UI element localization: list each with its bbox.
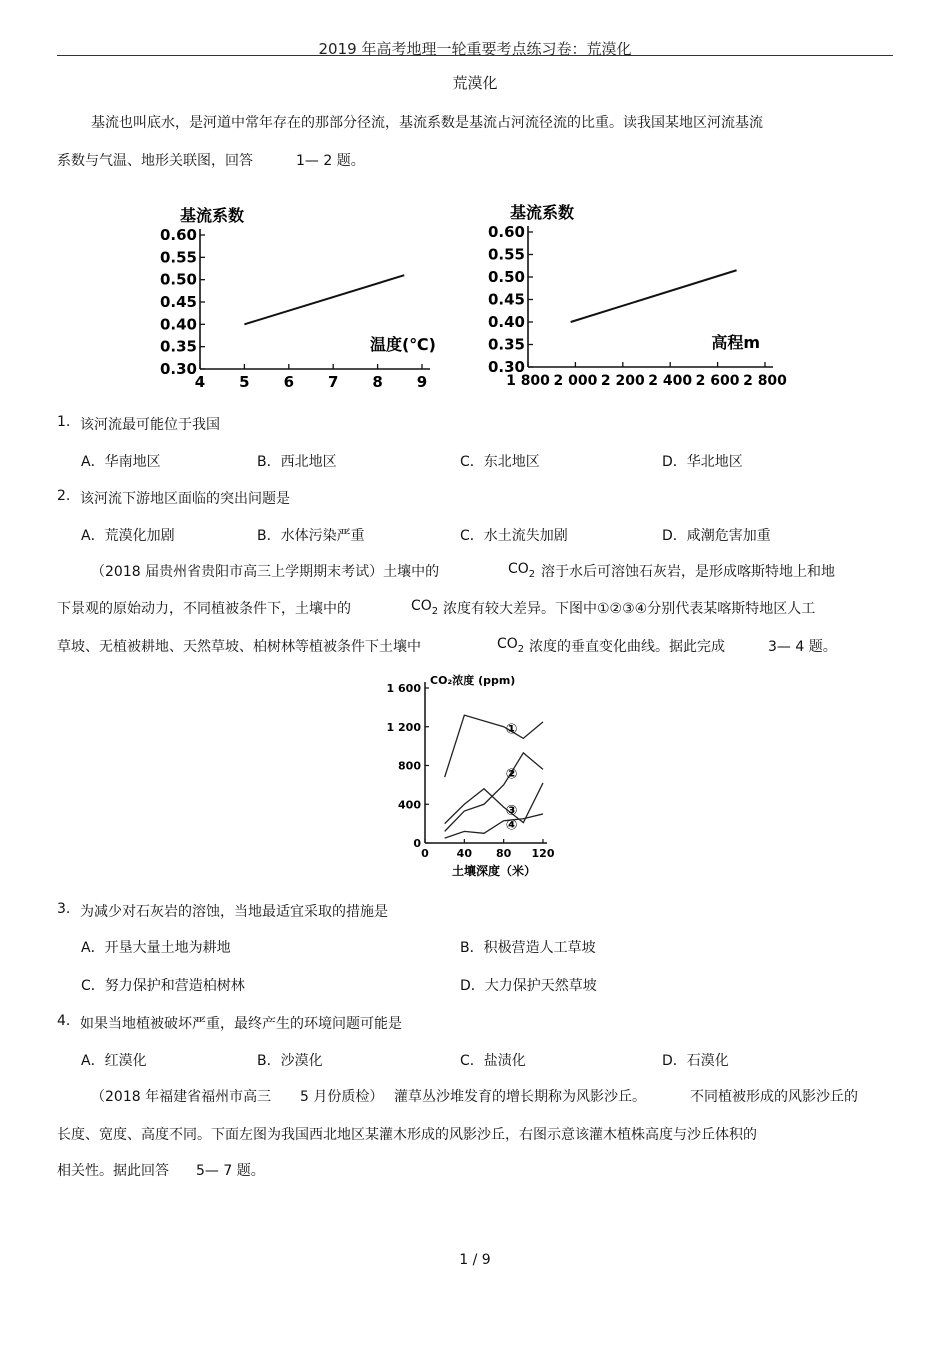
q3-option-c[interactable]: [81, 975, 245, 995]
passage3-line1d: 不同植被形成的风影沙丘的: [690, 1089, 858, 1105]
q4-option-a[interactable]: [81, 1050, 147, 1070]
option-text: 东北地区: [483, 454, 540, 470]
option-letter: C．: [460, 454, 484, 470]
option-text: 水体污染严重: [280, 528, 365, 544]
option-letter: A．: [81, 940, 105, 956]
x-tick-label: 7: [327, 373, 339, 391]
passage2-line3b: 浓度的垂直变化曲线。据此完成: [529, 639, 725, 655]
y-axis-label: 基流系数: [180, 206, 245, 225]
x-tick-label: 9: [416, 373, 428, 391]
x-axis-label: 土壤深度（米）: [451, 864, 537, 878]
q4-option-c[interactable]: [460, 1050, 526, 1070]
chart-temperature: [160, 206, 436, 391]
option-text: 沙漠化: [280, 1053, 323, 1069]
y-tick-label: 0.45: [487, 290, 525, 309]
y-tick-label: 1 200: [386, 720, 421, 734]
y-tick-label: 0.35: [159, 337, 197, 356]
q3-option-d[interactable]: [460, 975, 597, 995]
y-tick-label: 1 600: [386, 682, 421, 695]
passage3-question-ref: 5— 7 题。: [196, 1163, 265, 1179]
header-rule: [57, 55, 893, 56]
option-text: 水土流失加剧: [483, 528, 568, 544]
option-letter: C．: [81, 978, 105, 994]
q2-option-b[interactable]: [257, 525, 365, 545]
q1-number: 1.: [57, 414, 71, 430]
option-text: 努力保护和营造柏树林: [104, 978, 245, 994]
option-text: 西北地区: [280, 454, 337, 470]
option-letter: D．: [662, 528, 687, 544]
co2-term: [508, 561, 535, 580]
series-line: [445, 753, 543, 831]
series-label: ④: [505, 817, 518, 834]
y-tick-label: 0.30: [159, 360, 197, 378]
q2-option-d[interactable]: [662, 525, 771, 545]
series-label: ②: [505, 766, 518, 783]
co2-text: CO: [411, 598, 432, 614]
option-letter: B．: [460, 940, 484, 956]
q4-option-b[interactable]: [257, 1050, 323, 1070]
x-tick-label: 2 200: [600, 373, 645, 389]
intro-line-2: 系数与气温、地形关联图，回答: [57, 153, 253, 169]
passage3-line1c: 灌草丛沙堆发育的增长期称为风影沙丘。: [394, 1089, 646, 1105]
x-tick-label: 2 000: [553, 373, 598, 389]
x-tick-label: 2 600: [695, 373, 740, 389]
q2-option-c[interactable]: [460, 525, 568, 545]
x-tick-label: 80: [496, 847, 512, 860]
option-text: 石漠化: [686, 1053, 729, 1069]
y-tick-label: 0.30: [487, 358, 525, 376]
q1-option-c[interactable]: [460, 451, 540, 471]
q2-stem: 该河流下游地区面临的突出问题是: [80, 491, 290, 507]
q2-number: 2.: [57, 488, 71, 504]
intro-line-1: 基流也叫底水，是河道中常年存在的那部分径流，基流系数是基流占河流径流的比重。读我国某地区河流基流: [91, 115, 763, 131]
co2-text: CO: [497, 636, 518, 652]
x-tick-label: 2 400: [648, 373, 693, 389]
y-tick-label: 0.40: [159, 315, 197, 334]
option-letter: C．: [460, 1053, 484, 1069]
y-tick-label: 0.40: [487, 313, 525, 331]
option-letter: A．: [81, 1053, 105, 1069]
x-tick-label: 8: [372, 373, 383, 391]
option-text: 盐渍化: [483, 1053, 526, 1069]
option-text: 红漠化: [104, 1053, 147, 1069]
option-text: 积极营造人工草坡: [483, 940, 596, 956]
series-label: ①: [505, 721, 518, 738]
chart-elevation: [488, 203, 787, 389]
q4-stem: 如果当地植被破坏严重，最终产生的环境问题可能是: [80, 1016, 402, 1032]
co2-text: CO: [508, 561, 529, 577]
co2-term: [497, 636, 524, 655]
y-tick-label: 0.60: [159, 226, 197, 244]
y-tick-label: 800: [398, 759, 421, 773]
y-tick-label: 0.45: [159, 293, 197, 311]
passage2-question-ref: 3— 4 题。: [768, 639, 837, 655]
co2-term: [411, 598, 438, 617]
q4-number: 4.: [57, 1013, 71, 1029]
option-text: 大力保护天然草坡: [484, 978, 597, 994]
option-letter: D．: [460, 978, 485, 994]
q2-option-a[interactable]: [81, 525, 175, 545]
passage2-line3a: 草坡、无植被耕地、天然草坡、柏树林等植被条件下土壤中: [57, 639, 421, 655]
option-text: 咸潮危害加重: [686, 528, 771, 544]
passage2-line1a: （2018 届贵州省贵阳市高三上学期期末考试）土壤中的: [91, 564, 440, 580]
document-title: 荒漠化: [452, 74, 498, 92]
x-tick-label: 5: [239, 373, 250, 391]
y-tick-label: 0.50: [159, 270, 197, 289]
q3-number: 3.: [57, 901, 71, 917]
q3-option-a[interactable]: [81, 937, 231, 957]
q4-option-d[interactable]: [662, 1050, 729, 1070]
passage3-line1a: （2018 年福建省福州市高三: [91, 1089, 272, 1105]
q1-stem: 该河流最可能位于我国: [80, 417, 220, 433]
co2-subscript: 2: [431, 605, 439, 617]
passage3-line3a: 相关性。据此回答: [57, 1163, 169, 1179]
option-letter: C．: [460, 528, 484, 544]
option-letter: B．: [257, 528, 281, 544]
x-tick-label: 6: [283, 373, 295, 391]
passage3-line1b: 5 月份质检）: [300, 1089, 384, 1105]
y-tick-label: 0.55: [159, 248, 197, 267]
q1-option-a[interactable]: [81, 451, 161, 471]
option-letter: A．: [81, 528, 105, 544]
option-text: 荒漠化加剧: [104, 528, 175, 544]
series-line: [445, 814, 543, 838]
passage3-line2: 长度、宽度、高度不同。下面左图为我国西北地区某灌木形成的风影沙丘，右图示意该灌木植株高度与沙丘体积的: [57, 1127, 757, 1143]
page-header: 2019 年高考地理一轮重要考点练习卷：荒漠化: [318, 40, 632, 58]
y-tick-label: 400: [398, 798, 421, 812]
passage2-line1b: 溶于水后可溶蚀石灰岩，是形成喀斯特地上和地: [541, 564, 835, 580]
page-number: 1 / 9: [459, 1252, 491, 1268]
x-tick-label: 4: [194, 373, 206, 391]
y-tick-label: 0.55: [487, 245, 525, 264]
x-tick-label: 40: [456, 847, 472, 860]
series-line: [571, 270, 737, 322]
q1-option-b[interactable]: [257, 451, 337, 471]
co2-chart: [375, 668, 575, 883]
y-tick-label: 0: [413, 837, 421, 850]
option-text: 开垦大量土地为耕地: [104, 940, 231, 956]
x-axis-label: 高程m: [711, 333, 760, 352]
option-letter: B．: [257, 1053, 281, 1069]
option-text: 华南地区: [104, 454, 161, 470]
series-line: [445, 715, 543, 777]
intro-question-ref: 1— 2 题。: [296, 153, 365, 169]
y-tick-label: 0.35: [487, 335, 525, 354]
x-tick-label: 2 800: [743, 373, 787, 389]
co2-subscript: 2: [528, 568, 536, 580]
q3-stem: 为减少对石灰岩的溶蚀，当地最适宜采取的措施是: [80, 904, 388, 920]
option-text: 华北地区: [686, 454, 743, 470]
x-tick-label: 0: [421, 847, 429, 860]
option-letter: A．: [81, 454, 105, 470]
passage2-line2a: 下景观的原始动力，不同植被条件下，土壤中的: [57, 601, 351, 617]
option-letter: B．: [257, 454, 281, 470]
option-letter: D．: [662, 1053, 687, 1069]
chart-title: CO₂浓度 (ppm): [430, 674, 516, 687]
option-letter: D．: [662, 454, 687, 470]
x-axis-label: 温度(℃): [369, 335, 436, 354]
passage2-line2b: 浓度有较大差异。下图中①②③④分别代表某喀斯特地区人工: [443, 601, 816, 617]
y-tick-label: 0.50: [487, 268, 525, 286]
q1-option-d[interactable]: [662, 451, 743, 471]
y-tick-label: 0.60: [487, 223, 525, 241]
y-axis-label: 基流系数: [510, 203, 575, 222]
x-tick-label: 1 800: [506, 373, 550, 389]
baseflow-charts: [150, 180, 790, 395]
q3-option-b[interactable]: [460, 937, 596, 957]
x-tick-label: 120: [531, 847, 555, 860]
chart-co2: [387, 673, 555, 878]
series-line: [244, 275, 404, 324]
co2-subscript: 2: [517, 643, 525, 655]
series-label: ③: [505, 803, 518, 820]
